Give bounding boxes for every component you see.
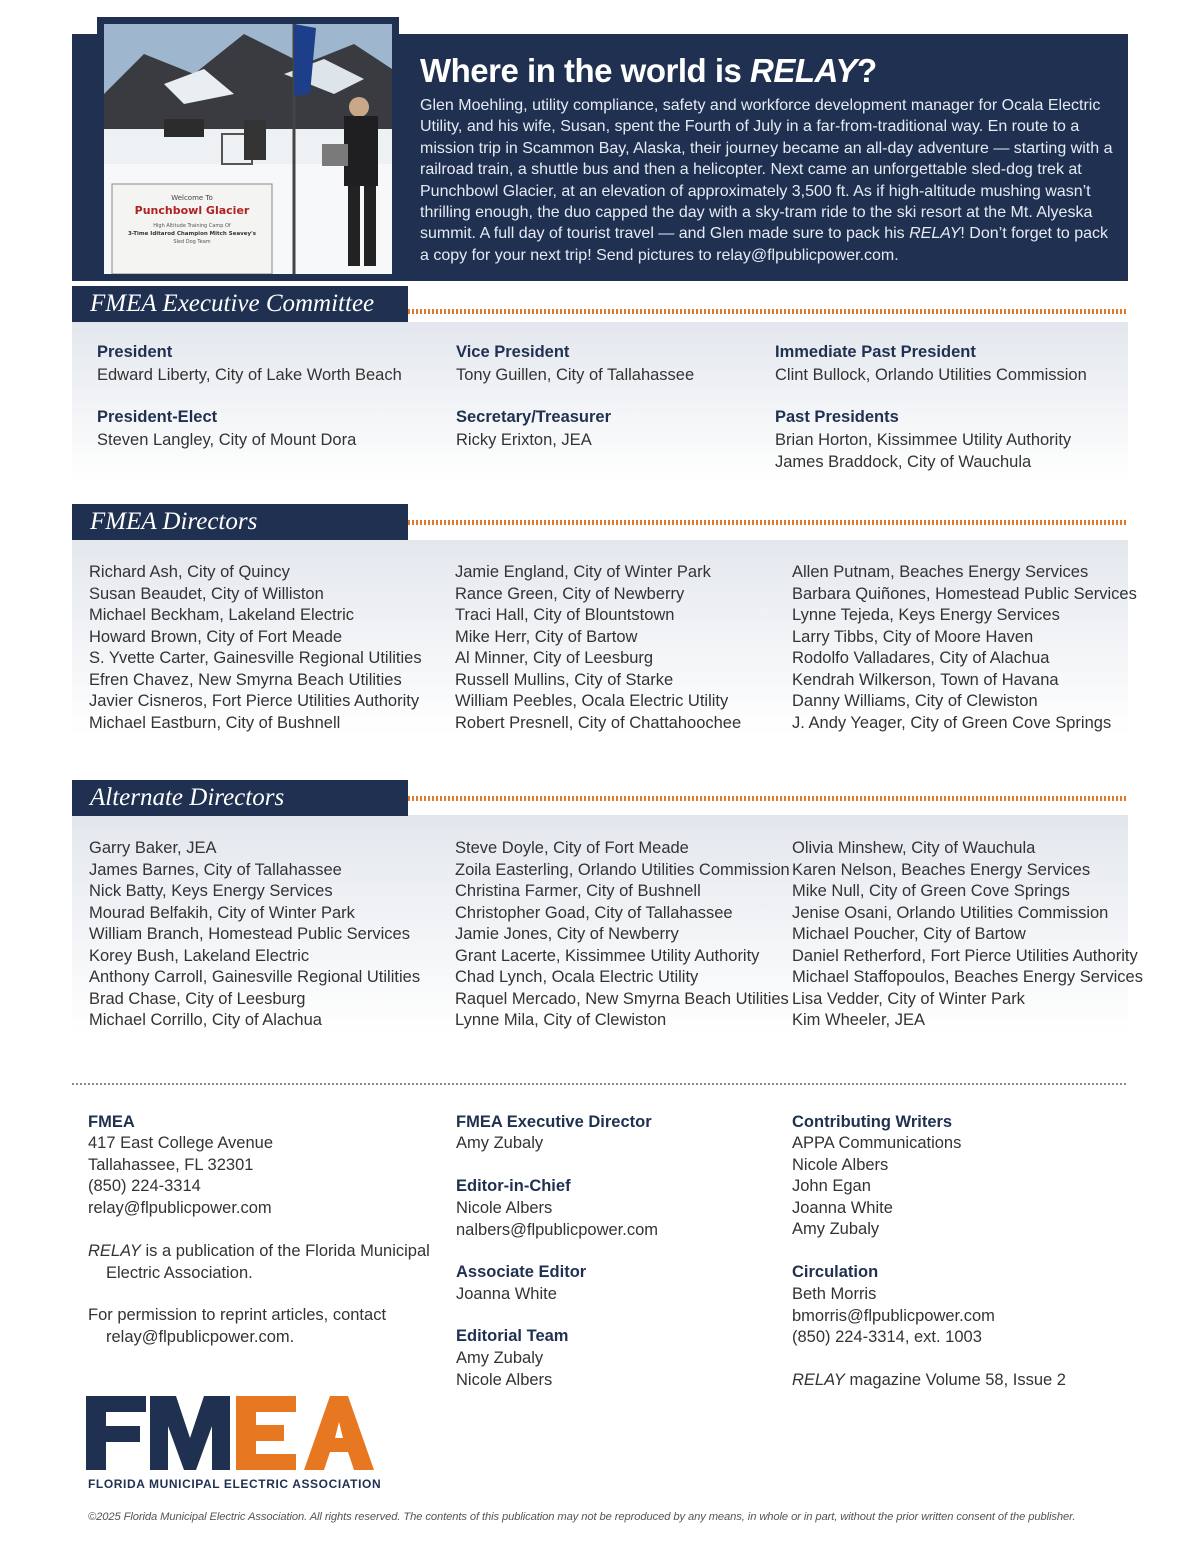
logo-caption: FLORIDA MUNICIPAL ELECTRIC ASSOCIATION [88,1477,382,1491]
list-item: Karen Nelson, Beaches Energy Services [792,860,1091,879]
directors-column-1 [89,562,422,734]
publication-note [88,1241,433,1284]
editorial-team-heading: Editorial Team [456,1327,569,1345]
section-rule-directors [408,520,1128,525]
editor-email-link[interactable]: nalbers@flpublicpower.com [456,1220,659,1239]
list-item: Jenise Osani, Orlando Utilities Commission [792,903,1109,922]
dotted-divider [72,1083,1128,1085]
person-past-president: Brian Horton, Kissimmee Utility Authority [775,431,1072,449]
section-header-executive [72,286,408,322]
section-title-executive: FMEA Executive Committee [90,290,375,317]
photo-sign-line5: Sled Dog Team [173,239,211,245]
associate-editor-name: Joanna White [456,1285,557,1303]
list-item: Traci Hall, City of Blountstown [455,606,675,624]
list-item: Mike Null, City of Green Cove Springs [792,882,1070,900]
org-heading: FMEA [88,1113,135,1131]
list-item: Chad Lynch, Ocala Electric Utility [455,968,699,986]
section-header-alternates [72,780,408,816]
associate-editor-heading: Associate Editor [456,1263,587,1281]
circulation-heading: Circulation [792,1263,879,1281]
role-secretary-treasurer: Secretary/Treasurer [456,408,612,426]
list-item: Barbara Quiñones, Homestead Public Services [792,584,1137,603]
photo-sign-line3: High Altitude Training Camp Of [153,223,231,229]
list-item: J. Andy Yeager, City of Green Cove Springs [792,713,1112,732]
list-item: S. Yvette Carter, Gainesville Regional Utilities [89,649,422,667]
copyright-notice: ©2025 Florida Municipal Electric Association. All rights reserved. The contents of this publication may not be reproduced by any means, in whole or in part, without the prior written consent of the publisher. [88,1511,1076,1523]
writer: Joanna White [792,1198,893,1217]
list-item: Christopher Goad, City of Tallahassee [455,903,733,922]
permission-note: For permission to reprint articles, contact relay@flpublicpower.com. [88,1306,387,1346]
list-item: Mourad Belfakih, City of Winter Park [89,903,355,922]
section-rule-executive [408,309,1128,314]
role-past-presidents: Past Presidents [775,408,899,426]
phone-number: (850) 224-3314 [88,1177,201,1195]
list-item: Michael Corrillo, City of Alachua [89,1011,322,1029]
address-line: 417 East College Avenue [88,1134,274,1152]
list-item: Anthony Carroll, Gainesville Regional Utilities [89,968,421,986]
person-president-elect: Steven Langley, City of Mount Dora [97,431,357,449]
list-item: Javier Cisneros, Fort Pierce Utilities Authority [89,692,420,710]
section-rule-alternates [408,796,1128,801]
section-header-directors [72,504,408,540]
photo-sign-line4: 3-Time Iditarod Champion Mitch Seavey's [127,231,257,237]
photo-sign-line1: Welcome To [171,194,213,202]
banner-body-relay: RELAY [909,225,961,243]
exec-director-heading: FMEA Executive Director [456,1113,652,1131]
circulation-name: Beth Morris [792,1285,877,1303]
list-item: Christina Farmer, City of Bushnell [455,882,701,900]
role-vice-president: Vice President [456,343,570,361]
banner-title-lead: Where in the world is [420,52,751,89]
list-item: Steve Doyle, City of Fort Meade [455,839,689,857]
person-past-president: James Braddock, City of Wauchula [775,453,1032,471]
person-secretary-treasurer: Ricky Erixton, JEA [456,431,592,449]
banner-title [420,52,877,90]
list-item: Allen Putnam, Beaches Energy Services [792,563,1089,581]
list-item: Susan Beaudet, City of Williston [89,584,324,603]
banner-title-tail: ? [856,52,877,89]
list-item: Kim Wheeler, JEA [792,1011,925,1029]
circulation-info [792,1284,995,1349]
list-item: Korey Bush, Lakeland Electric [89,946,310,965]
section-title-directors: FMEA Directors [90,508,258,535]
section-title-alternates: Alternate Directors [90,784,285,811]
person-president: Edward Liberty, City of Lake Worth Beach [97,366,402,384]
volume-issue [792,1370,1066,1392]
glacier-photo [104,24,392,274]
team-member: Nicole Albers [456,1370,553,1389]
publication-note-relay: RELAY [88,1242,141,1260]
list-item: Mike Herr, City of Bartow [455,627,638,646]
banner-body-text: Glen Moehling, utility compliance, safety and workforce development manager for Ocala Electric Utility, and his wife, Susan, spent the Fourth of July in a far-from-traditional way. En route to a mission trip in Scammon Bay, Alaska, their journey became an all-day adventure — starting with a railroad train, a shuttle bus and then a helicopter. Next came an unforgettable sled-dog trek at Punchbowl Glacier, at an elevation of approximately 3,500 ft. As if high-altitude mushing wasn’t thrilling enough, the duo capped the day with a sky-tram ride to the ski resort at the Mt. Alyeska summit. A full day of tourist travel — and Glen made sure to pack his [420,97,1113,243]
photo-sign-line2: Punchbowl Glacier [134,204,250,217]
directors-column-2 [455,562,741,734]
list-item: Michael Poucher, City of Bartow [792,925,1026,943]
list-item: Jamie England, City of Winter Park [455,563,711,581]
list-item: Zoila Easterling, Orlando Utilities Commission [455,860,790,879]
list-item: Efren Chavez, New Smyrna Beach Utilities [89,670,402,689]
list-item: Russell Mullins, City of Starke [455,670,674,689]
role-president-elect: President-Elect [97,408,218,426]
list-item: Larry Tibbs, City of Moore Haven [792,627,1034,646]
alternates-column-1 [89,838,420,1032]
list-item: Howard Brown, City of Fort Meade [89,627,343,646]
list-item: Danny Williams, City of Clewiston [792,692,1038,710]
writer: Amy Zubaly [792,1220,880,1238]
team-member: Amy Zubaly [456,1349,544,1367]
list-item: Brad Chase, City of Leesburg [89,989,306,1008]
list-item: Jamie Jones, City of Newberry [455,925,679,943]
writer: Nicole Albers [792,1155,889,1174]
list-item: Al Minner, City of Leesburg [455,649,654,667]
circulation-phone: (850) 224-3314, ext. 1003 [792,1328,982,1346]
writers-heading: Contributing Writers [792,1113,953,1131]
person-vice-president: Tony Guillen, City of Tallahassee [456,366,695,384]
list-item: Olivia Minshew, City of Wauchula [792,839,1036,857]
editor-name: Nicole Albers [456,1199,553,1217]
list-item: Michael Beckham, Lakeland Electric [89,606,355,624]
list-item: William Branch, Homestead Public Services [89,925,410,943]
list-item: Rance Green, City of Newberry [455,584,685,603]
writer: John Egan [792,1177,871,1195]
directors-column-3 [792,562,1137,734]
banner-body [420,95,1116,266]
person-immediate-past-president: Clint Bullock, Orlando Utilities Commission [775,366,1087,384]
list-item: Richard Ash, City of Quincy [89,563,290,581]
banner-title-relay: RELAY [750,52,857,89]
list-item: Rodolfo Valladares, City of Alachua [792,649,1050,667]
email-link[interactable]: relay@flpublicpower.com [88,1198,272,1217]
alternates-column-2 [455,838,790,1032]
list-item: Robert Presnell, City of Chattahoochee [455,713,742,732]
list-item: Lynne Tejeda, Keys Energy Services [792,606,1060,624]
volume-relay: RELAY [792,1371,845,1389]
list-item: Michael Staffopoulos, Beaches Energy Services [792,968,1143,986]
editor-info [456,1198,658,1241]
exec-director-name: Amy Zubaly [456,1134,544,1152]
list-item: Michael Eastburn, City of Bushnell [89,713,341,732]
list-item: Daniel Retherford, Fort Pierce Utilities Authority [792,946,1138,965]
role-president: President [97,343,173,361]
alternates-column-3 [792,838,1143,1032]
banner-body-text-end: ! Don’t forget to pack a copy for your next trip! Send pictures to relay@flpublicpower.com. [420,225,1109,264]
editor-heading: Editor-in-Chief [456,1177,571,1195]
list-item: Raquel Mercado, New Smyrna Beach Utilities [455,989,789,1008]
org-address [88,1133,273,1219]
list-item: William Peebles, Ocala Electric Utility [455,692,729,710]
list-item: Nick Batty, Keys Energy Services [89,882,333,900]
role-immediate-past-president: Immediate Past President [775,343,976,361]
list-item: Kendrah Wilkerson, Town of Havana [792,670,1059,689]
address-line: Tallahassee, FL 32301 [88,1155,254,1174]
writers-list [792,1133,961,1241]
list-item: Garry Baker, JEA [89,839,217,857]
list-item: Grant Lacerte, Kissimmee Utility Authority [455,946,760,965]
list-item: Lynne Mila, City of Clewiston [455,1011,667,1029]
editorial-team [456,1348,552,1391]
list-item: Lisa Vedder, City of Winter Park [792,989,1025,1008]
writer: APPA Communications [792,1134,962,1152]
list-item: James Barnes, City of Tallahassee [89,860,342,879]
circulation-email-link[interactable]: bmorris@flpublicpower.com [792,1306,995,1325]
publication-note-text: is a publication of the Florida Municipal Electric Association. [106,1242,430,1282]
volume-text: magazine Volume 58, Issue 2 [844,1371,1066,1389]
